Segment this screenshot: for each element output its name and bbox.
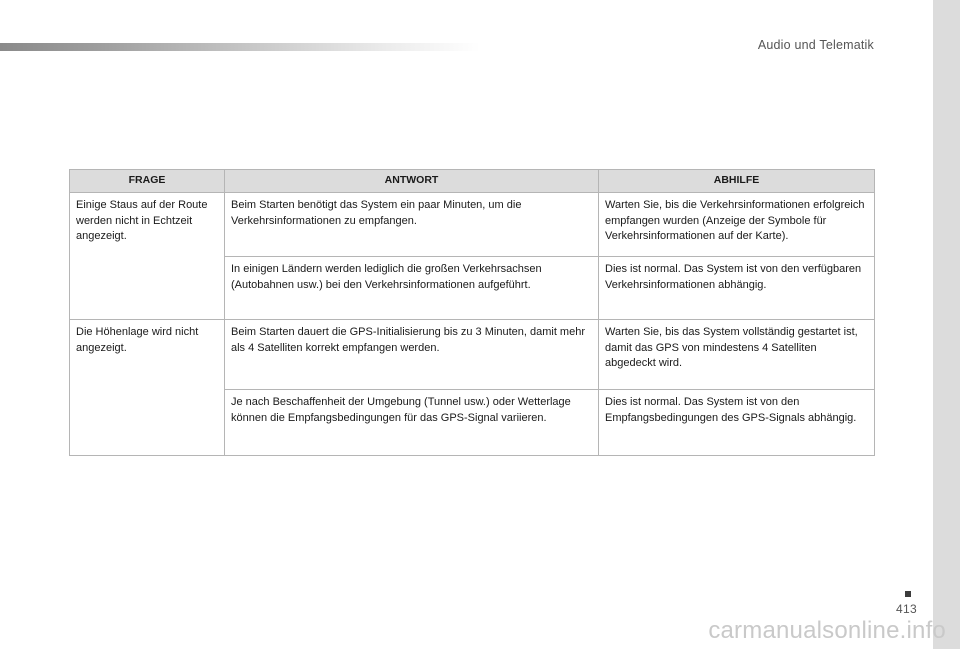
answer-cell: Je nach Beschaffenheit der Umgebung (Tunnel usw.) oder Wetterlage können die Empfangsbedingungen für das GPS-Signal variieren. (225, 390, 599, 456)
question-cell: Einige Staus auf der Route werden nicht in Echtzeit angezeigt. (70, 193, 225, 320)
remedy-cell: Dies ist normal. Das System ist von den verfügbaren Verkehrsinformationen abhängig. (599, 257, 875, 320)
column-header-remedy: ABHILFE (599, 170, 875, 193)
section-title: Audio und Telematik (757, 38, 874, 52)
table-row (70, 193, 875, 257)
column-header-question: FRAGE (70, 170, 225, 193)
answer-cell: Beim Starten dauert die GPS-Initialisierung bis zu 3 Minuten, damit mehr als 4 Satelliten korrekt empfangen werden. (225, 320, 599, 390)
header-gradient-bar (0, 43, 480, 51)
faq-table (69, 169, 875, 456)
remedy-cell: Warten Sie, bis die Verkehrsinformationen erfolgreich empfangen wurden (Anzeige der Symbole für Verkehrsinformationen auf der Karte). (599, 193, 875, 257)
table-header-row (70, 170, 875, 193)
watermark: carmanualsonline.info (708, 617, 946, 644)
answer-cell: In einigen Ländern werden lediglich die großen Verkehrsachsen (Autobahnen usw.) bei den Verkehrsinformationen aufgeführt. (225, 257, 599, 320)
page-number: 413 (896, 602, 917, 616)
table-row (70, 320, 875, 390)
remedy-cell: Dies ist normal. Das System ist von den Empfangsbedingungen des GPS-Signals abhängig. (599, 390, 875, 456)
question-cell: Die Höhenlage wird nicht angezeigt. (70, 320, 225, 456)
remedy-cell: Warten Sie, bis das System vollständig gestartet ist, damit das GPS von mindestens 4 Satelliten abgedeckt wird. (599, 320, 875, 390)
column-header-answer: ANTWORT (225, 170, 599, 193)
page-marker-square (905, 591, 911, 597)
answer-cell: Beim Starten benötigt das System ein paar Minuten, um die Verkehrsinformationen zu empfangen. (225, 193, 599, 257)
page-edge-band (933, 0, 960, 649)
